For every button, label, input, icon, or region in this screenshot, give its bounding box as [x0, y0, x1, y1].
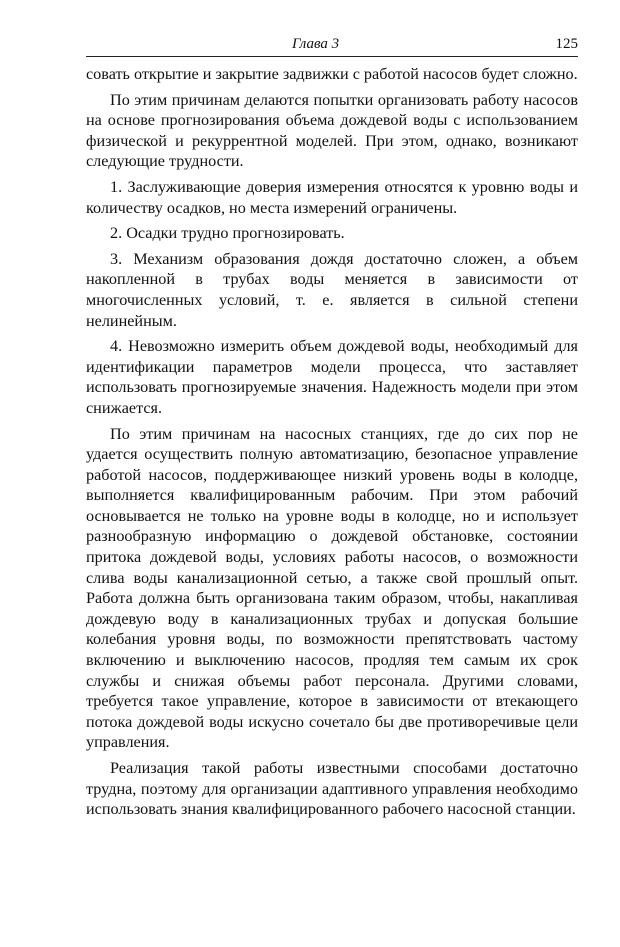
- list-item-1: 1. Заслуживающие доверия измерения относятся к уровню воды и количеству осадков, но места измерений ограничены.: [86, 177, 578, 217]
- paragraph: По этим причинам на насосных станциях, где до сих пор не удается осуществить полную автоматизацию, безопасное управление работой насосов, поддерживающее низкий уровень воды в колодце, выполняется квалифицированным рабочим. При этом рабочий основывается не только на уровне воды в колодце, но и использует разнообразную информацию о дождевой обстановке, состоянии притока дождевой воды, условиях работы насосов, о возможности слива воды канализационной сетью, а также свой прошлый опыт. Работа должна быть организована таким образом, чтобы, накапливая дождевую воду в канализационных трубах и допуская большие колебания уровня воды, по возможности препятствовать частому включению и выключению насосов, продляя тем самым их срок службы и снижая объемы работ персонала. Другими словами, требуется такое управление, которое в зависимости от втекающего потока дождевой воды искусно сочетало бы две противоречивые цели управления.: [86, 424, 578, 752]
- paragraph: По этим причинам делаются попытки организовать работу насосов на основе прогнозирования объема дождевой воды с использованием физической и рекуррентной моделей. При этом, однако, возникают следующие трудности.: [86, 90, 578, 171]
- paragraph: Реализация такой работы известными способами достаточно трудна, поэтому для организации адаптивного управления необходимо использовать знания квалифицированного рабочего насосной станции.: [86, 759, 578, 819]
- list-item-4: 4. Невозможно измерить объем дождевой воды, необходимый для идентификации параметров модели процесса, что заставляет использовать прогнозируемые значения. Надежность модели при этом снижается.: [86, 337, 578, 417]
- paragraph-continuation: совать открытие и закрытие задвижки с работой насосов будет сложно.: [86, 65, 578, 83]
- book-page: [86, 36, 578, 820]
- list-item-2: 2. Осадки трудно прогнозировать.: [110, 224, 345, 243]
- chapter-title: Глава 3: [292, 36, 340, 52]
- running-header: [86, 36, 578, 57]
- list-item-3: 3. Механизм образования дождя достаточно сложен, а объем накопленной в трубах воды меняется в зависимости от многочисленных условий, т. е. является в сильной степени нелинейным.: [86, 249, 578, 330]
- page-body: [86, 64, 578, 820]
- page-number: 125: [555, 36, 578, 52]
